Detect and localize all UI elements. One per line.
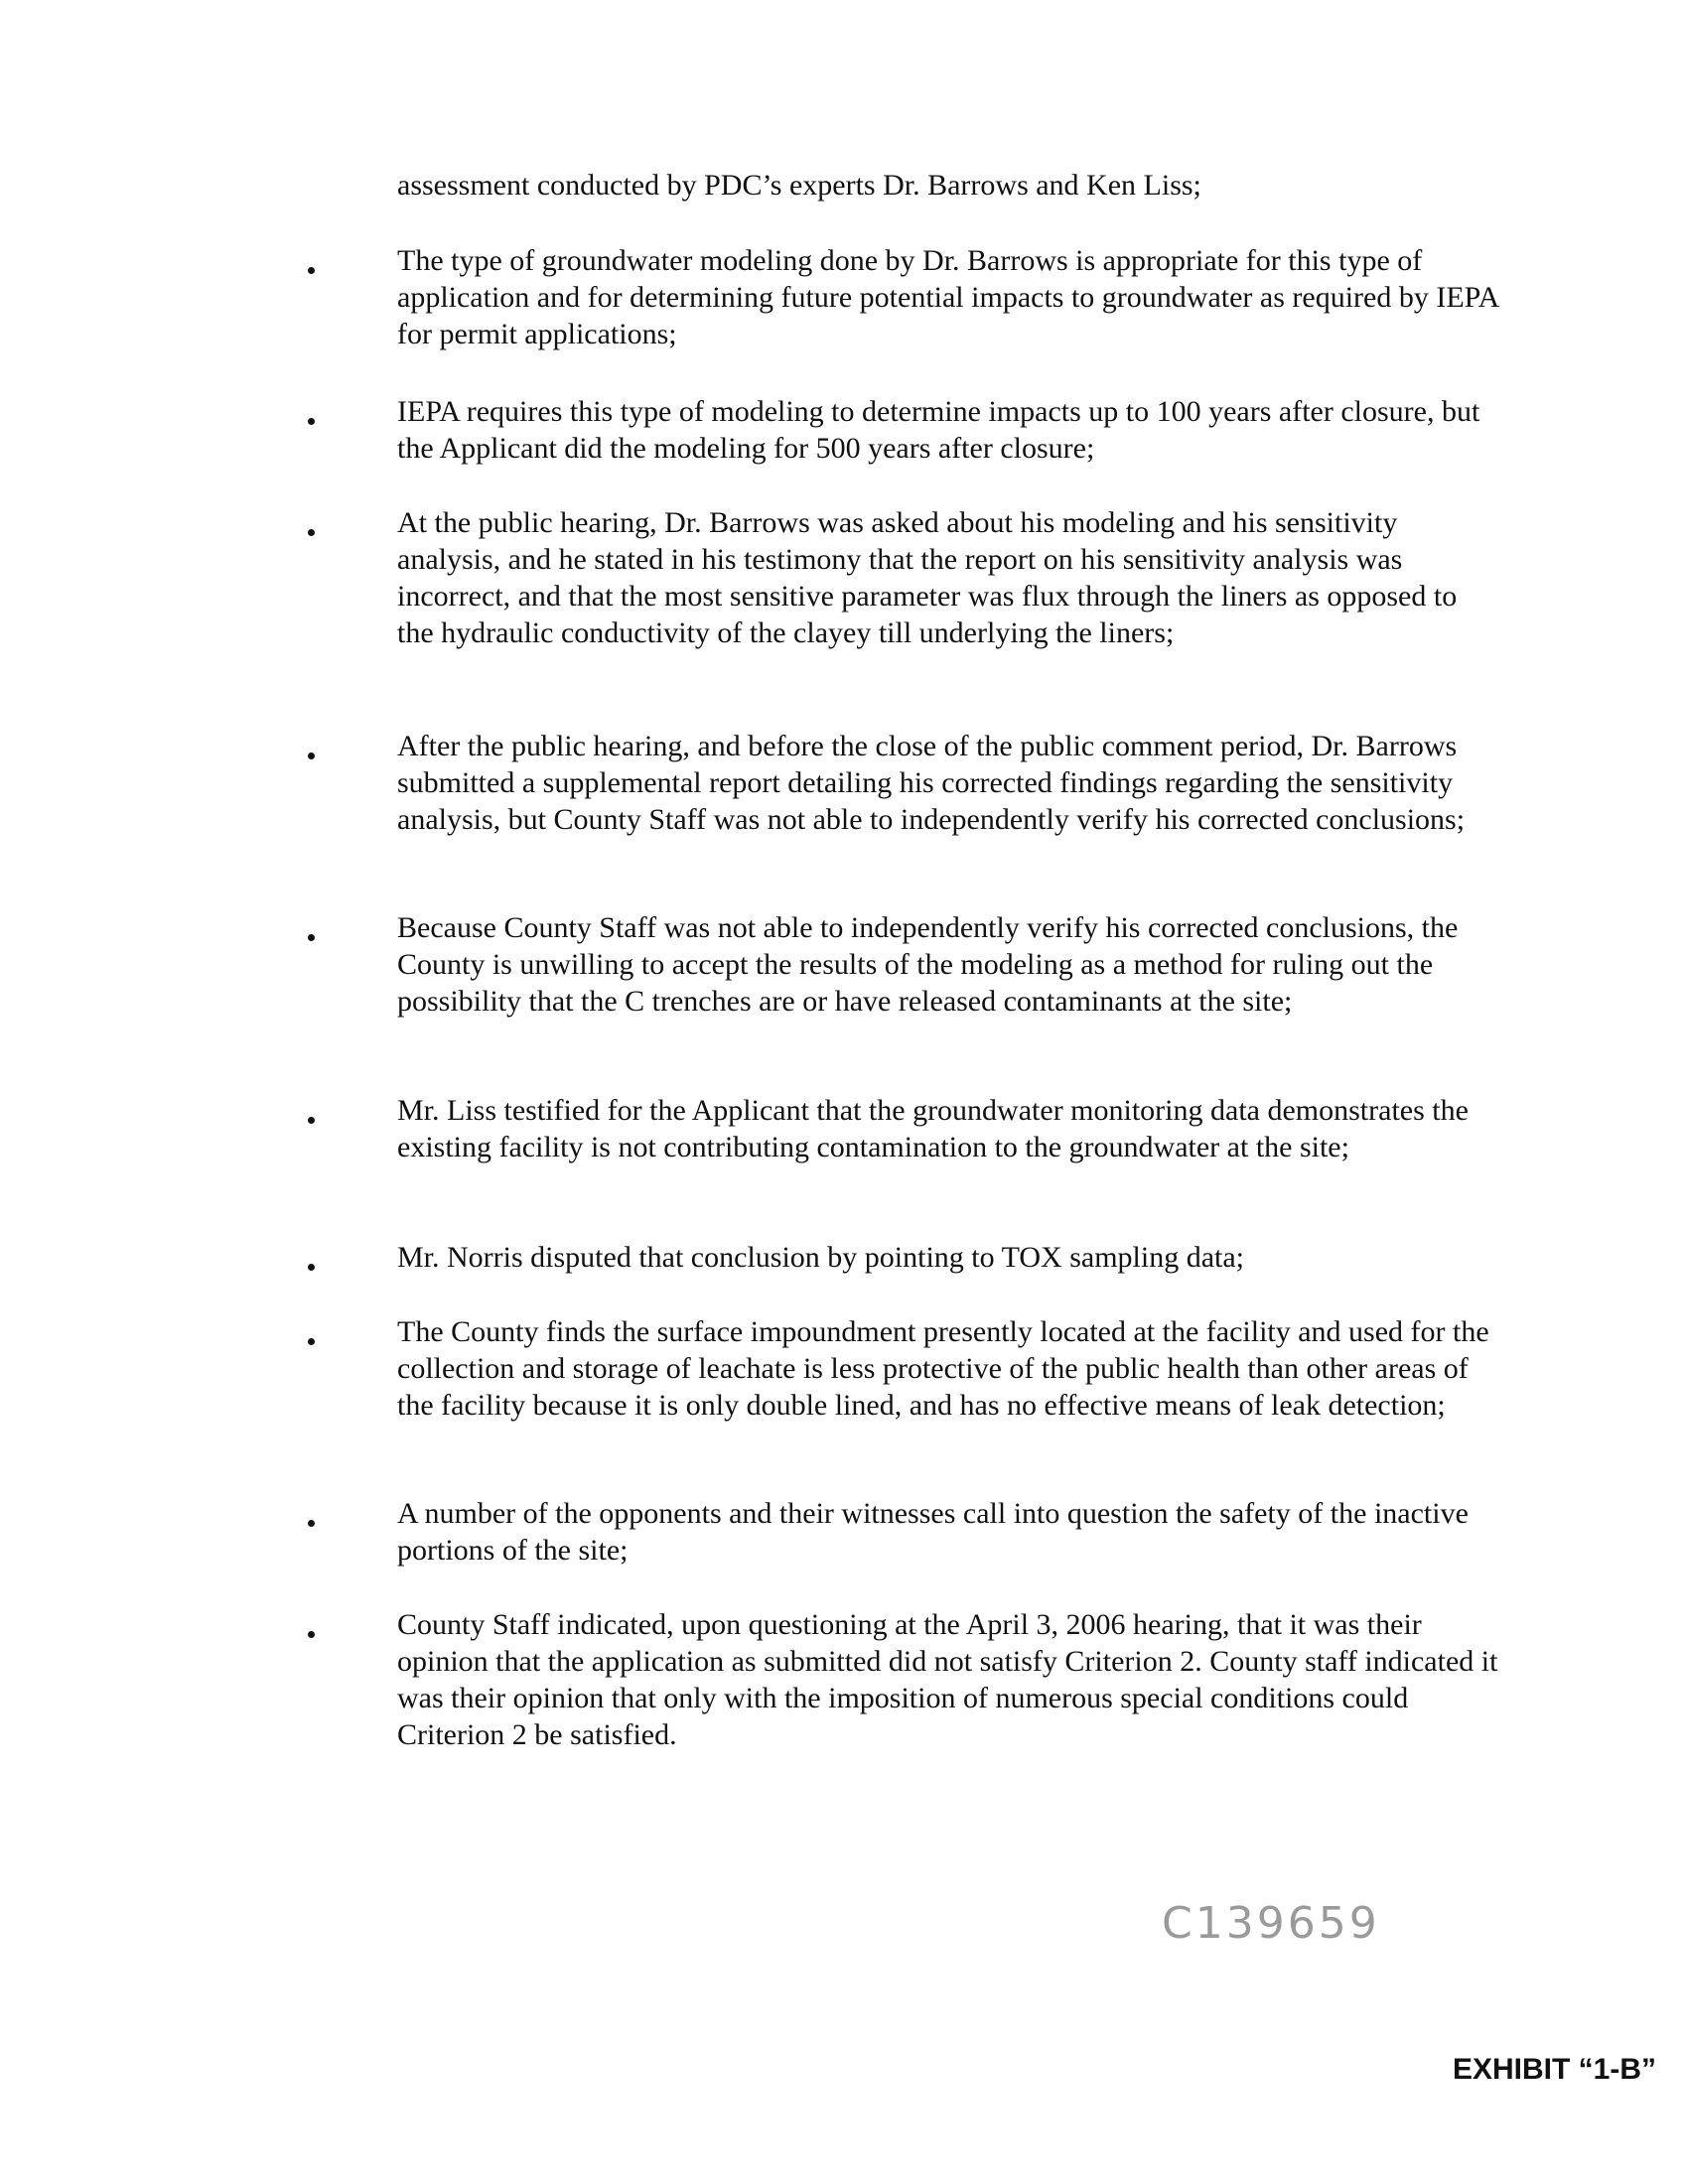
bullet-item-3: [308, 504, 1499, 651]
bullet-icon: [308, 1313, 397, 1355]
bullet-text-7: Mr. Norris disputed that conclusion by pointing to TOX sampling data;: [397, 1241, 1244, 1274]
bullet-item-9: [308, 1495, 1499, 1569]
bullet-icon: [308, 909, 397, 951]
exhibit-label: EXHIBIT “1-B”: [1452, 2053, 1656, 2086]
bullet-text-8: The County finds the surface impoundment presently located at the facility and used for the collection and storage of leachate is less protective of the public health than other areas of the facility because it is only double lined, and has no effective means of leak detection;: [397, 1315, 1489, 1422]
bullet-item-10: [308, 1606, 1499, 1753]
bullet-item-4: [308, 728, 1499, 838]
bullet-icon: [308, 728, 397, 769]
bullet-icon: [308, 504, 397, 546]
bullet-item-6: [308, 1092, 1499, 1165]
bates-stamp-number: C139659: [1162, 1898, 1380, 1949]
bullet-text-4: After the public hearing, and before the close of the public comment period, Dr. Barrows submitted a supplemental report detailing his corrected findings regarding the sensitivity analysis, but County Staff was not able to independently verify his corrected conclusions;: [397, 730, 1466, 836]
bullet-text-3: At the public hearing, Dr. Barrows was asked about his modeling and his sensitivity analysis, and he stated in his testimony that the report on his sensitivity analysis was incorrect, and that the most sensitive parameter was flux through the liners as opposed to the hydraulic conductivity of the clayey till underlying the liners;: [397, 506, 1458, 649]
bullet-item-1: [308, 242, 1499, 352]
bullet-text-5: Because County Staff was not able to independently verify his corrected conclusions, the County is unwilling to accept the results of the modeling as a method for ruling out the possibility that the C trenches are or have released contaminants at the site;: [397, 911, 1459, 1018]
bullet-item-5: [308, 909, 1499, 1020]
bullet-icon: [308, 1239, 397, 1281]
bullet-icon: [308, 1495, 397, 1537]
bullet-icon: [308, 1092, 397, 1134]
bullet-item-2: [308, 393, 1499, 467]
continuation-text: assessment conducted by PDC’s experts Dr. Barrows and Ken Liss;: [397, 169, 1201, 202]
bullet-item-8: [308, 1313, 1499, 1424]
bullet-text-6: Mr. Liss testified for the Applicant that the groundwater monitoring data demonstrates the existing facility is not contributing contamination to the groundwater at the site;: [397, 1094, 1469, 1163]
bullet-icon: [308, 1606, 397, 1648]
bullet-item-7: [308, 1239, 1499, 1281]
bullet-text-10: County Staff indicated, upon questioning at the April 3, 2006 hearing, that it was their opinion that the application as submitted did not satisfy Criterion 2. County staff indicated it was their opinion that only with the imposition of numerous special conditions could Criterion 2 be satisfied.: [397, 1608, 1498, 1751]
bullet-text-1: The type of groundwater modeling done by Dr. Barrows is appropriate for this type of application and for determining future potential impacts to groundwater as required by IEPA for permit applications;: [397, 244, 1498, 350]
bullet-icon: [308, 393, 397, 435]
bullet-text-2: IEPA requires this type of modeling to determine impacts up to 100 years after closure, but the Applicant did the modeling for 500 years after closure;: [397, 395, 1480, 465]
bullet-text-9: A number of the opponents and their witnesses call into question the safety of the inactive portions of the site;: [397, 1497, 1469, 1567]
bullet-icon: [308, 242, 397, 284]
